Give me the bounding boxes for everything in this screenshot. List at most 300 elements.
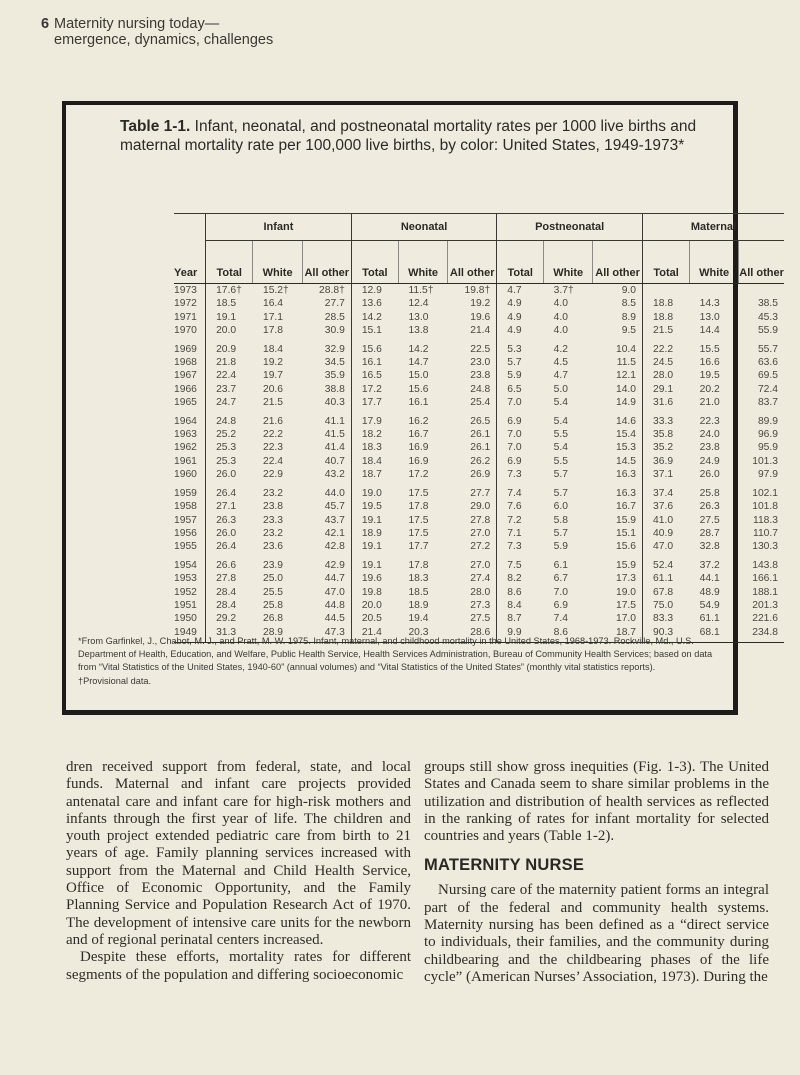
value-cell: 5.7 — [553, 527, 568, 539]
value-cell: 26.2 — [470, 455, 491, 467]
value-cell: 40.9 — [643, 527, 690, 540]
mortality-table — [174, 213, 784, 643]
value-cell: 22.2 — [262, 429, 284, 441]
value-cell: 7.4 — [553, 613, 568, 625]
value-cell: 32.9 — [324, 343, 345, 355]
year-cell: 1966 — [174, 383, 197, 395]
column-header-postneonatal-total: Total — [497, 241, 544, 284]
value-cell: 15.2† — [262, 285, 289, 296]
value-cell: 41.0 — [643, 514, 690, 527]
value-cell: 8.9 — [621, 311, 637, 323]
value-cell: 42.8 — [324, 541, 345, 553]
value-cell: 3.7† — [553, 285, 574, 296]
value-cell: 6.9 — [497, 455, 544, 468]
year-cell: 1971 — [174, 311, 197, 323]
table-row — [174, 311, 784, 324]
body-paragraph: dren received support from federal, state, and local funds. Maternal and infant care projects provided antenatal care and infant care for high-risk mothers and infants through the first year of life. The children and youth project extended pediatric care from birth to 21 years of age. Family planning services increased with support from the Maternal and Child Health Service, Office of Economic Opportunity, and the Family Planning Service and Population Research Act of 1970. The development of intensive care units for the newborn and of regional perinatal centers increased. — [66, 759, 411, 948]
value-cell: 26.0 — [206, 468, 253, 481]
value-cell: 24.0 — [699, 429, 720, 441]
value-cell: 20.0 — [206, 324, 253, 337]
body-column-right — [424, 759, 769, 986]
value-cell: 9.9 — [497, 626, 544, 643]
value-cell: 35.9 — [324, 370, 345, 382]
value-cell: 28.4 — [206, 599, 253, 612]
value-cell: 24.8 — [206, 410, 253, 428]
value-cell: 4.9 — [497, 297, 544, 310]
value-cell: 15.9 — [615, 559, 637, 571]
value-cell: 20.6 — [262, 383, 284, 395]
table-label: Table 1-1. — [120, 118, 191, 135]
value-cell: 18.3 — [408, 573, 429, 585]
value-cell: 28.5 — [324, 311, 345, 323]
table-row — [174, 586, 784, 599]
value-cell: 41.4 — [324, 442, 345, 454]
table-row — [174, 500, 784, 513]
value-cell: 44.7 — [324, 573, 345, 585]
value-cell: 8.6 — [544, 626, 593, 643]
body-paragraph: groups still show gross inequities (Fig. 1-3). The United States and Canada seem to share similar problems in the utilization and distribution of health services as reflected in the ranking of rates for infant mortality for selected countries and years (Table 1-2). — [424, 759, 769, 845]
page-number: 6 — [41, 16, 50, 32]
value-cell: 29.1 — [643, 383, 690, 396]
value-cell: 45.3 — [757, 311, 778, 323]
column-header-maternal-total: Total — [643, 241, 690, 284]
year-cell: 1959 — [174, 487, 197, 499]
value-cell: 27.0 — [470, 559, 491, 571]
value-cell: 102.1 — [752, 487, 778, 499]
value-cell: 28.0 — [643, 369, 690, 382]
value-cell: 4.0 — [553, 298, 568, 310]
value-cell: 31.6 — [643, 396, 690, 409]
value-cell: 14.4 — [699, 325, 720, 337]
value-cell: 47.0 — [324, 586, 345, 598]
running-head — [41, 16, 273, 48]
value-cell: 17.6† — [206, 284, 253, 298]
value-cell: 16.9 — [408, 442, 429, 454]
value-cell: 25.2 — [206, 428, 253, 441]
value-cell: 16.7 — [408, 429, 429, 441]
value-cell: 19.6 — [351, 572, 398, 585]
value-cell: 16.5 — [351, 369, 398, 382]
value-cell: 95.9 — [757, 442, 778, 454]
value-cell: 221.6 — [752, 613, 778, 625]
value-cell: 18.4 — [262, 343, 284, 355]
value-cell: 15.3 — [615, 442, 637, 454]
table-row — [174, 356, 784, 369]
value-cell: 27.2 — [470, 541, 491, 553]
value-cell: 101.8 — [752, 501, 778, 513]
value-cell: 28.7 — [699, 527, 720, 539]
value-cell: 21.6 — [262, 415, 284, 427]
year-cell: 1964 — [174, 415, 197, 427]
value-cell: 37.2 — [699, 559, 720, 571]
value-cell: 19.0 — [615, 586, 637, 598]
year-cell: 1958 — [174, 501, 197, 513]
table-row — [174, 396, 784, 409]
value-cell: 19.8 — [351, 586, 398, 599]
table-row — [174, 410, 784, 428]
value-cell: 17.5 — [408, 487, 429, 499]
body-column-left — [66, 759, 411, 984]
column-header-year: Year — [174, 214, 206, 284]
group-header-infant: Infant — [206, 214, 352, 241]
value-cell: 5.4 — [553, 442, 568, 454]
value-cell: 26.3 — [699, 501, 720, 513]
value-cell: 19.6 — [470, 311, 491, 323]
body-paragraph: Despite these efforts, mortality rates for different segments of the population and differing socioeconomic — [66, 949, 411, 983]
column-header-postneonatal-white: White — [544, 241, 593, 284]
value-cell: 37.6 — [643, 500, 690, 513]
value-cell: 37.4 — [643, 482, 690, 500]
value-cell: 22.3 — [262, 442, 284, 454]
value-cell: 15.6 — [615, 541, 637, 553]
value-cell: 18.3 — [351, 441, 398, 454]
value-cell: 18.5 — [408, 586, 429, 598]
value-cell: 96.9 — [757, 429, 778, 441]
year-cell: 1949 — [174, 626, 206, 643]
value-cell: 90.3 — [643, 626, 690, 643]
table-row — [174, 369, 784, 382]
value-cell: 23.8 — [262, 501, 284, 513]
value-cell: 5.3 — [497, 338, 544, 356]
value-cell: 17.5 — [408, 527, 429, 539]
year-cell: 1972 — [174, 298, 197, 310]
running-head-line1: Maternity nursing today— — [54, 16, 220, 32]
year-cell: 1951 — [174, 599, 197, 611]
value-cell: 17.2 — [351, 383, 398, 396]
value-cell: 17.8 — [262, 325, 284, 337]
value-cell: 48.9 — [699, 586, 720, 598]
value-cell: 69.5 — [757, 370, 778, 382]
value-cell: 24.9 — [699, 455, 720, 467]
value-cell: 5.9 — [553, 541, 568, 553]
table-caption-text: Infant, neonatal, and postneonatal mortality rates per 1000 live births and maternal mortality rate per 100,000 live births, by color: United States, 1949-1973* — [120, 118, 697, 154]
value-cell: 19.1 — [206, 311, 253, 324]
value-cell: 23.0 — [470, 357, 491, 369]
value-cell: 5.4 — [553, 397, 568, 409]
year-cell: 1952 — [174, 586, 197, 598]
column-header-maternal-white: White — [690, 241, 739, 284]
value-cell: 16.1 — [408, 397, 429, 409]
value-cell: 17.9 — [351, 410, 398, 428]
value-cell: 26.5 — [470, 415, 491, 427]
value-cell: 118.3 — [752, 514, 778, 526]
value-cell: 52.4 — [643, 554, 690, 572]
value-cell: 17.1 — [262, 311, 284, 323]
value-cell: 101.3 — [752, 455, 778, 467]
value-cell: 4.7 — [497, 284, 544, 298]
value-cell: 4.5 — [553, 357, 568, 369]
value-cell: 21.0 — [699, 397, 720, 409]
year-cell: 1960 — [174, 469, 197, 481]
value-cell: 17.8 — [408, 501, 429, 513]
value-cell: 16.3 — [615, 469, 637, 481]
value-cell: 8.5 — [621, 298, 637, 310]
value-cell: 83.3 — [643, 612, 690, 625]
value-cell: 21.4 — [351, 626, 398, 643]
value-cell: 63.6 — [757, 357, 778, 369]
value-cell: 11.5 — [616, 357, 637, 369]
value-cell: 6.9 — [553, 599, 568, 611]
value-cell: 23.8 — [470, 370, 491, 382]
value-cell: 20.2 — [699, 383, 720, 395]
value-cell: 6.1 — [553, 559, 568, 571]
value-cell: 47.0 — [643, 540, 690, 553]
value-cell: 83.7 — [757, 397, 778, 409]
value-cell: 7.4 — [497, 482, 544, 500]
table-row — [174, 383, 784, 396]
value-cell: 16.6 — [699, 357, 720, 369]
value-cell: 20.5 — [351, 612, 398, 625]
value-cell: 12.4 — [408, 298, 429, 310]
value-cell: 27.5 — [470, 613, 491, 625]
value-cell: 27.7 — [470, 487, 491, 499]
value-cell: 4.0 — [553, 325, 568, 337]
table-row — [174, 572, 784, 585]
value-cell: 4.9 — [497, 311, 544, 324]
value-cell: 16.1 — [351, 356, 398, 369]
value-cell: 9.0 — [621, 285, 637, 296]
value-cell: 24.7 — [206, 396, 253, 409]
value-cell: 26.4 — [206, 540, 253, 553]
value-cell: 19.7 — [262, 370, 284, 382]
value-cell: 44.0 — [324, 487, 345, 499]
value-cell: 31.3 — [206, 626, 253, 643]
value-cell: 6.7 — [553, 573, 568, 585]
value-cell: 14.9 — [615, 397, 637, 409]
value-cell: 27.0 — [470, 527, 491, 539]
value-cell: 7.0 — [497, 396, 544, 409]
value-cell: 34.5 — [324, 357, 345, 369]
value-cell: 27.1 — [206, 500, 253, 513]
value-cell: 44.5 — [324, 613, 345, 625]
value-cell: 75.0 — [643, 599, 690, 612]
value-cell: 5.0 — [553, 383, 568, 395]
table-row — [174, 482, 784, 500]
value-cell: 15.9 — [615, 514, 637, 526]
value-cell: 19.5 — [699, 370, 720, 382]
value-cell: 10.4 — [615, 343, 637, 355]
value-cell: 27.7 — [324, 298, 345, 310]
value-cell: 18.5 — [206, 297, 253, 310]
value-cell: 17.5 — [615, 599, 637, 611]
value-cell: 22.2 — [643, 338, 690, 356]
year-cell: 1955 — [174, 541, 197, 553]
value-cell: 19.1 — [351, 514, 398, 527]
value-cell: 7.5 — [497, 554, 544, 572]
value-cell: 38.5 — [757, 298, 778, 310]
value-cell: 41.5 — [324, 429, 345, 441]
value-cell: 23.8 — [699, 442, 720, 454]
value-cell: 15.6 — [408, 383, 429, 395]
value-cell: 16.2 — [408, 415, 429, 427]
value-cell: 17.2 — [408, 469, 429, 481]
value-cell: 143.8 — [752, 559, 778, 571]
year-cell: 1969 — [174, 343, 197, 355]
year-cell: 1962 — [174, 442, 197, 454]
value-cell: 67.8 — [643, 586, 690, 599]
table-row — [174, 468, 784, 481]
value-cell: 25.3 — [206, 441, 253, 454]
value-cell: 36.9 — [643, 455, 690, 468]
value-cell: 20.9 — [206, 338, 253, 356]
value-cell: 11.5† — [408, 285, 434, 296]
value-cell: 17.7 — [351, 396, 398, 409]
table-row — [174, 612, 784, 625]
value-cell: 7.6 — [497, 500, 544, 513]
value-cell: 44.8 — [324, 599, 345, 611]
value-cell: 15.1 — [351, 324, 398, 337]
value-cell: 5.5 — [553, 455, 568, 467]
value-cell: 23.9 — [262, 559, 284, 571]
value-cell: 4.9 — [497, 324, 544, 337]
value-cell: 7.0 — [497, 428, 544, 441]
year-cell: 1953 — [174, 573, 197, 585]
value-cell: 28.0 — [470, 586, 491, 598]
value-cell: 15.0 — [408, 370, 429, 382]
footnote-source: *From Garfinkel, J., Chabot, M. J., and Pratt, M. W. 1975. Infant, maternal, and childhood mortality in the United States, 1968-1973. Rockville, Md., U.S. Department of Health, Education, and Welfare, Public Health Service, Health Services Administration, Bureau of Community Health Services; based on data from “Vital Statistics of the United States, 1940-60” (annual volumes) and “Vital Statistics of the United States” (monthly vital statistics reports). — [78, 636, 713, 673]
value-cell: 18.7 — [593, 626, 643, 643]
table-row — [174, 514, 784, 527]
value-cell: 15.5 — [699, 343, 720, 355]
column-header-postneonatal-all-other: All other — [593, 241, 643, 284]
value-cell: 22.3 — [699, 415, 720, 427]
value-cell: 26.8 — [262, 613, 284, 625]
value-cell: 13.6 — [351, 297, 398, 310]
value-cell: 18.9 — [408, 599, 429, 611]
value-cell: 9.5 — [621, 325, 637, 337]
value-cell: 19.2 — [470, 298, 491, 310]
value-cell: 61.1 — [643, 572, 690, 585]
value-cell: 55.9 — [757, 325, 778, 337]
value-cell: 17.3 — [615, 573, 637, 585]
value-cell: 19.8† — [464, 285, 491, 296]
value-cell — [643, 284, 690, 298]
value-cell: 25.0 — [262, 573, 284, 585]
table-row — [174, 554, 784, 572]
value-cell: 28.9 — [253, 626, 302, 643]
value-cell: 17.5 — [408, 514, 429, 526]
value-cell: 42.9 — [324, 559, 345, 571]
value-cell: 13.8 — [408, 325, 429, 337]
value-cell: 25.4 — [470, 397, 491, 409]
table-row — [174, 284, 784, 298]
value-cell: 8.7 — [497, 612, 544, 625]
value-cell: 47.3 — [302, 626, 351, 643]
value-cell: 17.0 — [615, 613, 637, 625]
value-cell: 27.4 — [470, 573, 491, 585]
value-cell: 17.8 — [408, 559, 429, 571]
table-caption — [120, 117, 730, 155]
value-cell: 12.9 — [351, 284, 398, 298]
column-header-infant-all-other: All other — [302, 241, 351, 284]
value-cell: 27.8 — [470, 514, 491, 526]
value-cell: 19.1 — [351, 554, 398, 572]
value-cell: 130.3 — [752, 541, 778, 553]
value-cell: 16.9 — [408, 455, 429, 467]
value-cell: 40.7 — [324, 455, 345, 467]
value-cell: 44.1 — [699, 573, 720, 585]
group-header-postneonatal: Postneonatal — [497, 214, 643, 241]
year-cell: 1967 — [174, 370, 197, 382]
value-cell: 16.4 — [262, 298, 284, 310]
table-footnotes — [78, 635, 728, 688]
table-row — [174, 455, 784, 468]
value-cell: 5.5 — [553, 429, 568, 441]
year-cell: 1973 — [174, 285, 197, 296]
value-cell: 4.0 — [553, 311, 568, 323]
value-cell: 24.8 — [470, 383, 491, 395]
value-cell: 26.1 — [470, 442, 491, 454]
value-cell: 13.0 — [699, 311, 720, 323]
value-cell: 110.7 — [752, 527, 778, 539]
value-cell — [739, 284, 784, 298]
value-cell: 26.0 — [699, 469, 720, 481]
value-cell: 18.9 — [351, 527, 398, 540]
value-cell: 38.8 — [324, 383, 345, 395]
value-cell: 18.4 — [351, 455, 398, 468]
value-cell: 14.6 — [615, 415, 637, 427]
year-cell: 1970 — [174, 325, 197, 337]
value-cell: 19.4 — [408, 613, 429, 625]
value-cell: 25.5 — [262, 586, 284, 598]
value-cell — [690, 284, 739, 298]
value-cell: 68.1 — [690, 626, 739, 643]
table-row — [174, 338, 784, 356]
column-header-neonatal-total: Total — [351, 241, 398, 284]
value-cell: 40.3 — [324, 397, 345, 409]
column-header-neonatal-all-other: All other — [448, 241, 497, 284]
value-cell: 7.3 — [497, 468, 544, 481]
value-cell: 7.3 — [497, 540, 544, 553]
running-head-line2: emergence, dynamics, challenges — [54, 32, 274, 48]
value-cell: 43.2 — [324, 469, 345, 481]
value-cell: 23.3 — [262, 514, 284, 526]
value-cell: 54.9 — [699, 599, 720, 611]
value-cell: 13.0 — [408, 311, 429, 323]
column-header-maternal-all-other: All other — [739, 241, 784, 284]
value-cell: 18.8 — [643, 311, 690, 324]
value-cell: 27.8 — [206, 572, 253, 585]
table-frame — [62, 101, 784, 715]
value-cell: 6.0 — [553, 501, 568, 513]
value-cell: 25.8 — [262, 599, 284, 611]
value-cell: 41.1 — [324, 415, 345, 427]
value-cell: 26.0 — [206, 527, 253, 540]
value-cell: 18.7 — [351, 468, 398, 481]
value-cell: 12.1 — [615, 370, 637, 382]
value-cell: 22.4 — [206, 369, 253, 382]
value-cell: 14.3 — [699, 298, 720, 310]
value-cell: 61.1 — [699, 613, 720, 625]
value-cell: 14.2 — [408, 343, 429, 355]
table-row — [174, 599, 784, 612]
value-cell: 188.1 — [752, 586, 778, 598]
value-cell: 28.8† — [319, 285, 345, 296]
value-cell: 7.0 — [553, 586, 568, 598]
value-cell: 55.7 — [757, 343, 778, 355]
value-cell: 166.1 — [752, 573, 778, 585]
value-cell: 8.6 — [497, 586, 544, 599]
value-cell: 23.7 — [206, 383, 253, 396]
table-row — [174, 324, 784, 337]
year-cell: 1968 — [174, 357, 197, 369]
value-cell: 15.4 — [615, 429, 637, 441]
value-cell: 5.7 — [497, 356, 544, 369]
section-heading: MATERNITY NURSE — [424, 856, 585, 875]
value-cell: 35.2 — [643, 441, 690, 454]
column-header-infant-white: White — [253, 241, 302, 284]
value-cell: 43.7 — [324, 514, 345, 526]
